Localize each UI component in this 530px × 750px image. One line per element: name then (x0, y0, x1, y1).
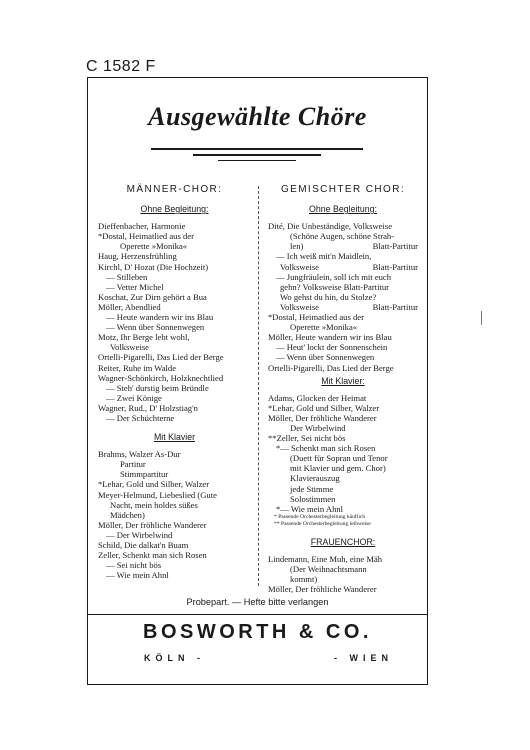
choir-entry: (Duett für Sopran und Tenor (290, 453, 388, 464)
frauenchor-heading: FRAUENCHOR: (310, 536, 376, 547)
choir-entry: Möller, Heute wandern wir ins Blau (268, 332, 392, 343)
publisher-name: BOSWORTH & CO. (143, 621, 372, 643)
choir-entry-text: len) (290, 241, 304, 252)
choir-entry: — Jungfräulein, soll ich mit euch (276, 271, 392, 282)
choir-entry: Haug, Herzensfrühling (98, 251, 177, 262)
catalog-number: C 1582 F (86, 58, 156, 75)
choir-entry: *Dostal, Heimatlied aus der (98, 231, 194, 242)
choir-entry (268, 302, 418, 312)
choir-entry: Adams, Glocken der Heimat (268, 392, 367, 403)
gemischter-chor-heading: GEMISCHTER CHOR: (280, 184, 406, 195)
choir-entry: Dité, Die Unbeständige, Volksweise (268, 221, 393, 232)
choir-entry: jede Stimme (290, 483, 334, 494)
choir-entry: Zeller, Schenkt man sich Rosen (98, 550, 207, 561)
choir-entry: Ortelli-Pigarelli, Das Lied der Berge (98, 352, 224, 363)
probe-note: Probepart. — Hefte bitte verlangen (186, 597, 329, 607)
choir-entry: Mädchen) (110, 509, 145, 520)
maennerchor-sub-ohne: Ohne Begleitung: (140, 204, 209, 215)
choir-entry: Nacht, mein holdes süßes (110, 499, 198, 510)
choir-entry: *Dostal, Heimatlied aus der (268, 312, 364, 323)
choir-entry: **Zeller, Sei nicht bös (268, 433, 346, 444)
choir-entry: Brahms, Walzer As-Dur (98, 449, 181, 460)
maennerchor-heading: MÄNNER-CHOR: (126, 184, 223, 195)
title-rule-middle (193, 154, 321, 156)
gemischter-list-klavier (268, 393, 418, 514)
choir-entry: — Wie mein Ahnl (106, 570, 169, 581)
choir-entry-edition: Blatt-Partitur (372, 241, 418, 252)
choir-entry: — Heut' lockt der Sonnenschein (276, 342, 388, 353)
choir-entry: Möller, Der fröhliche Wanderer (268, 412, 377, 423)
maennerchor-column (98, 185, 251, 580)
choir-entry: Partitur (120, 459, 146, 470)
choir-entry: Kirchl, D' Hozat (Die Hochzeit) (98, 261, 209, 272)
city-koeln: KÖLN - (144, 653, 205, 663)
choir-entry: mit Klavier und gem. Chor) (290, 463, 386, 474)
publisher-cities (144, 653, 393, 663)
choir-entry-text: Volksweise (280, 261, 319, 272)
choir-entry: Ortelli-Pigarelli, Das Lied der Berge (268, 362, 394, 373)
choir-entry: — Zwei Könige (106, 392, 162, 403)
choir-entry: — Wenn über Sonnenwegen (106, 322, 205, 333)
choir-entry: Wagner-Schönkirch, Holzknechtlied (98, 372, 224, 383)
footer-rule (88, 614, 427, 615)
footnote-2: ** Passende Orchesterbegleitung leihweise (274, 520, 371, 527)
page-title: Ausgewählte Chöre (148, 102, 367, 131)
choir-entry: — Ich weiß mit'n Maidlein, (276, 251, 372, 262)
choir-entry: *Lehar, Gold und Silber, Walzer (98, 479, 210, 490)
choir-entry: kommt) (290, 574, 318, 585)
gemischter-sub-klavier: Mit Klavier: (321, 375, 365, 386)
choir-entry: Dieffenbacher, Harmonie (98, 221, 186, 232)
column-divider (258, 186, 260, 586)
choir-entry: Solostimmen (290, 493, 336, 504)
city-wien: - WIEN (334, 653, 393, 663)
maennerchor-sub-klavier: Mit Klavier (153, 432, 196, 443)
choir-entry: Koschat, Zur Dirn gehört a Bua (98, 291, 207, 302)
title-rule-top (151, 148, 363, 150)
choir-entry: Der Wirbelwind (290, 422, 346, 433)
gemischter-list-ohne (268, 221, 418, 372)
choir-entry-edition: Blatt-Partitur (372, 261, 418, 272)
choir-entry: Wo gehst du hin, du Stolze? (280, 291, 377, 302)
choir-entry: — Vetter Michel (106, 281, 164, 292)
maennerchor-list-klavier (98, 449, 251, 580)
choir-entry: Schild, Die dalkat'n Buam (98, 540, 189, 550)
choir-entry: Volksweise (110, 342, 149, 353)
choir-entry (268, 262, 418, 272)
margin-mark (481, 311, 482, 325)
choir-entry: Meyer-Helmund, Liebeslied (Gute (98, 489, 217, 500)
footnote-1: * Passende Orchesterbegleitung käuflich (274, 513, 366, 520)
choir-entry: — Der Schüchterne (106, 412, 175, 423)
choir-entry: Klavierauszug (290, 473, 340, 484)
choir-entry (268, 241, 418, 251)
advertisement-frame (87, 77, 428, 685)
choir-entry: — Heute wandern wir ins Blau (106, 312, 214, 323)
choir-entry: Stimmpartitur (120, 469, 169, 480)
choir-entry-text: Volksweise (280, 301, 319, 312)
choir-entry: Reiter, Ruhe im Walde (98, 362, 177, 373)
choir-entry: — Stilleben (106, 271, 148, 282)
choir-entry-edition: Blatt-Partitur (372, 301, 418, 312)
choir-entry: Motz, Ihr Berge lebt wohl, (98, 332, 190, 343)
choir-entry: Möller, Der fröhliche Wanderer (268, 584, 377, 595)
gemischter-chor-column (268, 185, 418, 594)
choir-entry: (Schöne Augen, schöne Strah- (290, 231, 395, 242)
choir-entry: — Der Wirbelwind (106, 529, 173, 540)
choir-entry: Möller, Abendlied (98, 301, 161, 312)
choir-entry: *— Wie mein Ahnl (276, 503, 344, 514)
choir-entry: Operette »Monika« (120, 241, 188, 252)
choir-entry: — Sei nicht bös (106, 560, 162, 571)
title-rule-bottom (218, 160, 296, 161)
frauenchor-list (268, 554, 418, 594)
choir-entry: (Der Weihnachtsmann (290, 564, 367, 574)
choir-entry: Operette »Monika« (290, 322, 358, 333)
choir-entry: *Lehar, Gold und Silber, Walzer (268, 402, 380, 413)
choir-entry: gehn? Volksweise Blatt-Partitur (280, 281, 389, 292)
choir-entry: — Wenn über Sonnenwegen (276, 352, 375, 363)
gemischter-sub-ohne: Ohne Begleitung: (309, 204, 377, 215)
maennerchor-list-ohne (98, 221, 251, 423)
choir-entry: Möller, Der fröhliche Wanderer (98, 519, 207, 530)
choir-entry: — Steh' durstig beim Bründle (106, 382, 209, 393)
choir-entry: Wagner, Rud., D' Holzstiag'n (98, 402, 198, 413)
choir-entry: *— Schenkt man sich Rosen (276, 443, 376, 454)
choir-entry: Lindemann, Eine Muh, eine Mäh (268, 553, 383, 564)
